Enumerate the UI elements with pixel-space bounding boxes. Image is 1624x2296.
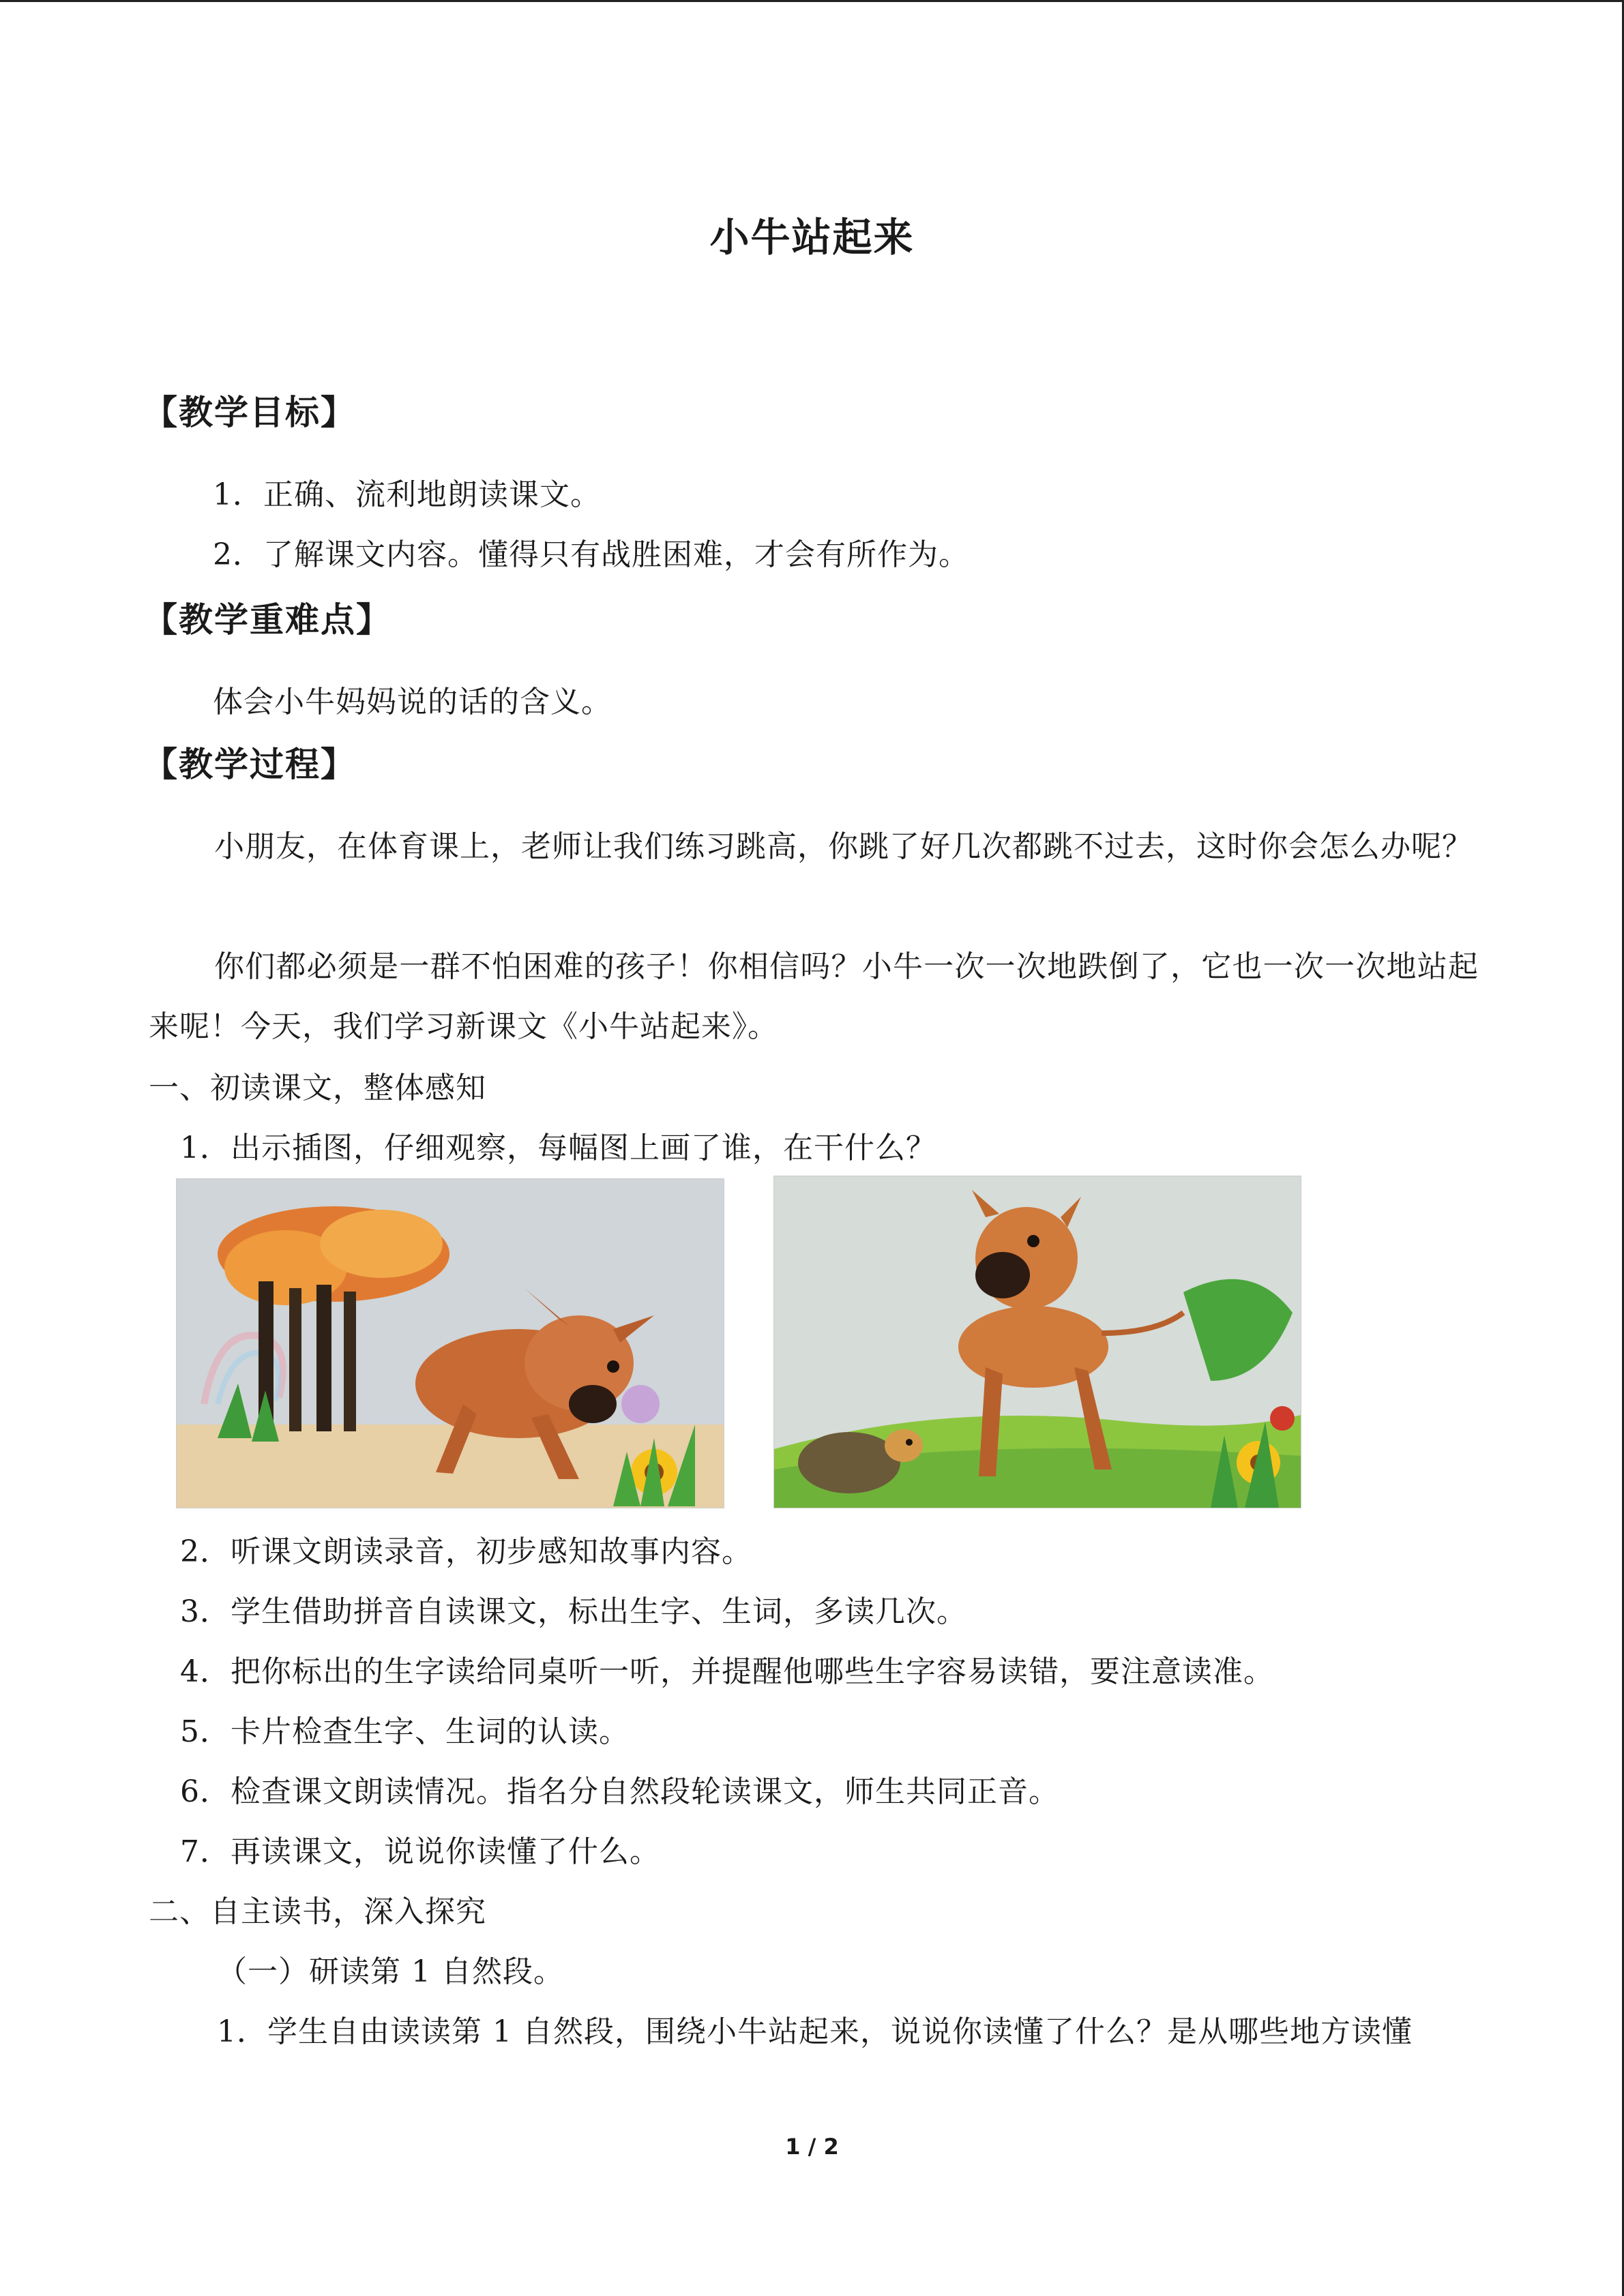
objective-item-1: 1．正确、流利地朗读课文。 [213,477,601,512]
part1-step-7: 7．再读课文，说说你读懂了什么。 [180,1834,660,1869]
part1-step-4: 4．把你标出的生字读给同桌听一听，并提醒他哪些生字容易读错，要注意读准。 [180,1654,1274,1689]
part1-step-3: 3．学生借助拼音自读课文，标出生字、生词，多读几次。 [180,1594,967,1629]
section-heading-objectives: 【教学目标】 [143,393,356,432]
part1-heading: 一、初读课文，整体感知 [149,1071,486,1105]
part1-step-5: 5．卡片检查生字、生词的认读。 [180,1714,630,1749]
part2-sub-heading: （一）研读第 1 自然段。 [217,1954,564,1989]
part1-step-1: 1．出示插图，仔细观察，每幅图上画了谁，在干什么？ [180,1131,936,1165]
section-heading-key-points: 【教学重难点】 [143,600,392,640]
page-title: 小牛站起来 [709,214,915,260]
part1-step-6: 6．检查课文朗读情况。指名分自然段轮读课文，师生共同正音。 [180,1774,1059,1809]
part2-step-1: 1．学生自由读读第 1 自然段，围绕小牛站起来，说说你读懂了什么？是从哪些地方读懂 [217,2014,1413,2049]
objective-item-2: 2．了解课文内容。懂得只有战胜困难，才会有所作为。 [213,537,969,572]
intro-paragraph-1: 小朋友，在体育课上，老师让我们练习跳高，你跳了好几次都跳不过去，这时你会怎么办呢？ [214,829,1473,864]
calf-stumbling-illustration [176,1178,724,1508]
section-heading-process: 【教学过程】 [143,745,356,784]
calf-and-turtle-illustration [773,1176,1301,1508]
part2-heading: 二、自主读书，深入探究 [149,1894,486,1929]
intro-paragraph-2: 你们都必须是一群不怕困难的孩子！你相信吗？小牛一次一次地跌倒了，它也一次一次地站起来呢！今天，我们学习新课文《小牛站起来》。 [149,949,1479,1044]
key-points-text: 体会小牛妈妈说的话的含义。 [213,685,612,719]
part1-step-2: 2．听课文朗读录音，初步感知故事内容。 [180,1534,752,1569]
page-number: 1 / 2 [785,2134,839,2160]
